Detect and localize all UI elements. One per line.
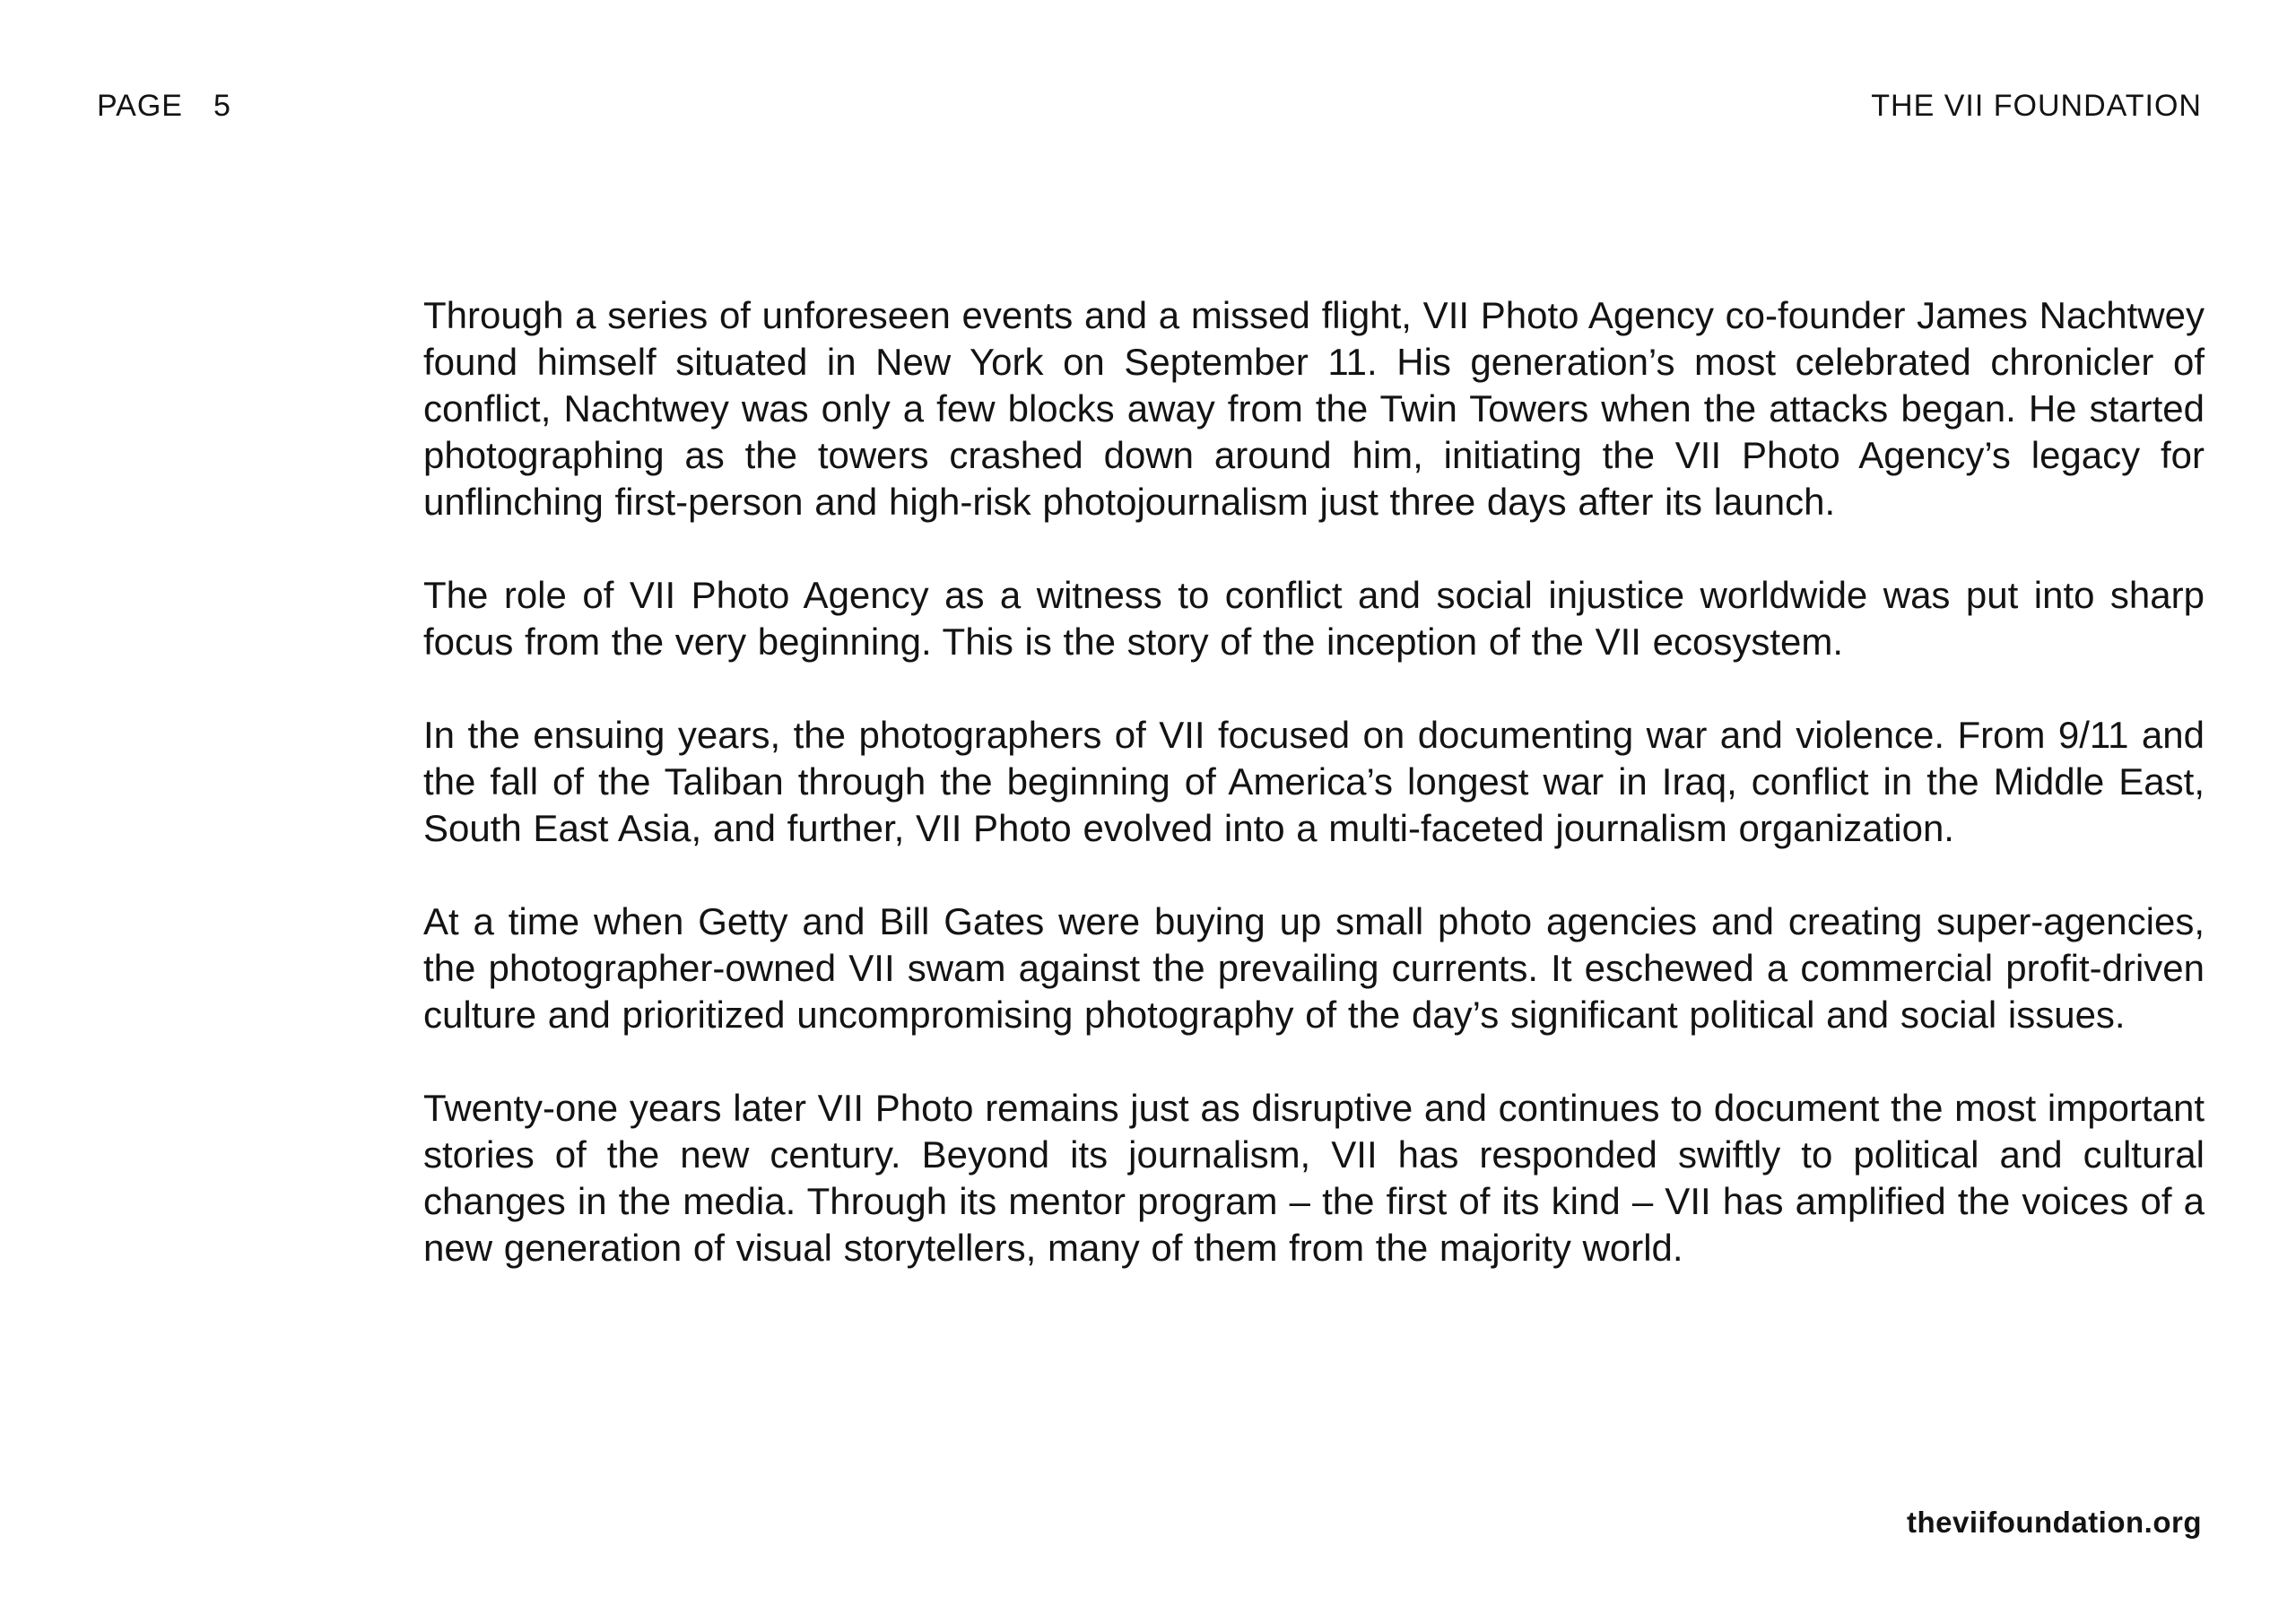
paragraph-4: At a time when Getty and Bill Gates were buying up small photo agencies and creating super-agencies, the photographer-owned VII swam against the prevailing currents. It eschewed a commercial profit-driven culture and prioritized uncompromising photography of the day’s significant political and social issues. xyxy=(423,900,2205,1036)
page-header xyxy=(97,90,2202,123)
page-number-value: 5 xyxy=(213,89,231,123)
paragraph-5: Twenty-one years later VII Photo remains just as disruptive and continues to document the most important stories of the new century. Beyond its journalism, VII has responded swiftly to political and cultural changes in the media. Through its mentor program – the first of its kind – VII has amplified the voices of a new generation of visual storytellers, many of them from the majority world. xyxy=(423,1087,2205,1269)
page-footer xyxy=(1907,1505,2202,1541)
paragraph-3: In the ensuing years, the photographers of VII focused on documenting war and violence. From 9/11 and the fall of the Taliban through the beginning of America’s longest war in Iraq, conflict in the Middle East, South East Asia, and further, VII Photo evolved into a multi-faceted journalism organization. xyxy=(423,714,2205,849)
paragraph-2: The role of VII Photo Agency as a witness to conflict and social injustice worldwide was put into sharp focus from the very beginning. This is the story of the inception of the VII ecosystem. xyxy=(423,574,2205,663)
page-number xyxy=(97,90,231,123)
article-body xyxy=(423,292,2205,1271)
website-url: theviifoundation.org xyxy=(1907,1506,2202,1539)
brand-title: THE VII FOUNDATION xyxy=(1871,89,2202,123)
paragraph-1: Through a series of unforeseen events and a missed flight, VII Photo Agency co-founder James Nachtwey found himself situated in New York on September 11. His generation’s most celebrated chronicler of conflict, Nachtwey was only a few blocks away from the Twin Towers when the attacks began. He started photographing as the towers crashed down around him, initiating the VII Photo Agency’s legacy for unflinching first-person and high-risk photojournalism just three days after its launch. xyxy=(423,294,2205,523)
page-number-label: PAGE xyxy=(97,89,183,123)
